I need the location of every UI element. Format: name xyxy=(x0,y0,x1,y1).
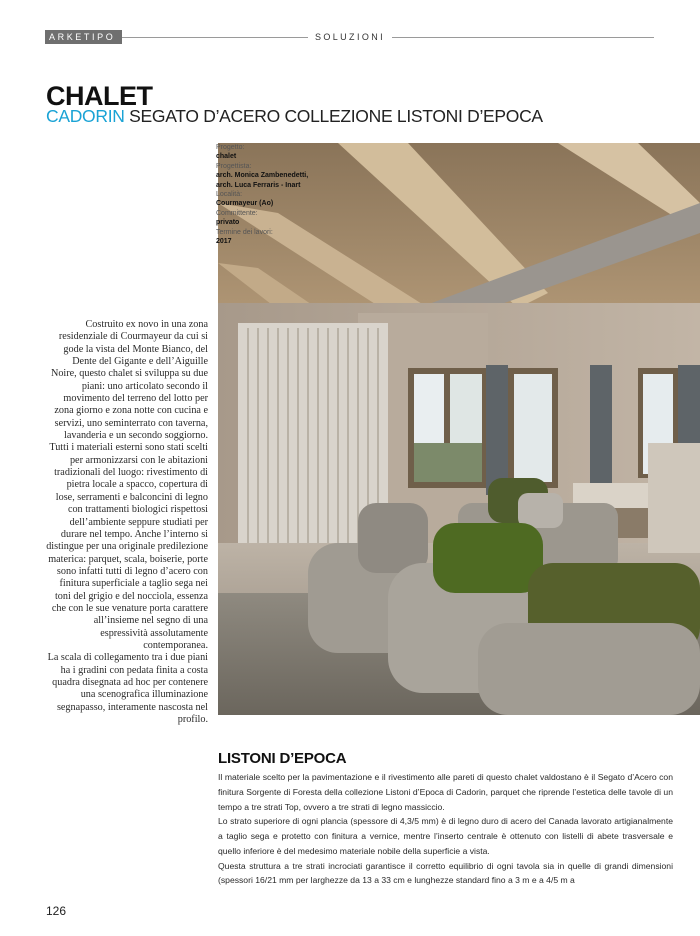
credit-value: 2017 xyxy=(216,238,232,246)
credit-label: Committente: xyxy=(216,209,258,217)
credit-value: privato xyxy=(216,219,240,227)
body-paragraph: Il materiale scelto per la pavimentazione e il rivestimento alle pareti di questo chalet valdostano è il Segato d’Acero con finitura Sorgente di Foresta della collezione Listoni d’Epoca di Cadorin, parquet che riprende l’estetica delle tavole di un tempo a tre strati Top, ovvero a tre strati di legno massiccio. xyxy=(218,772,673,812)
body-text xyxy=(218,770,673,888)
intro-column xyxy=(46,319,208,726)
magazine-tag: ARKETIPO xyxy=(45,30,122,44)
page-number: 126 xyxy=(46,904,67,918)
intro-paragraph: La scala di collegamento tra i due piani ha i gradini con pedata finita a costa quadra disegnata ad hoc per contenere una scenografica illuminazione segnapasso, interamente nascosta nel profilo. xyxy=(47,652,208,725)
body-paragraph: Lo strato superiore di ogni plancia (spessore di 4,3/5 mm) è di legno duro di acero del Canada lavorato artigianalmente a taglio sega e protetto con finitura a vernice, mentre l’inserto centrale è ottenuto con listelli di abete trasversale e quello inferiore è del medesimo materiale nobile della superficie a vista. xyxy=(218,816,673,856)
article-title: CHALET xyxy=(46,81,153,111)
subtitle-rest: SEGATO D’ACERO COLLEZIONE LISTONI D’EPOCA xyxy=(124,106,543,126)
project-credits xyxy=(216,143,326,246)
intro-paragraph: Tutti i materiali esterni sono stati scelti per armonizzarsi con le abitazioni tradizionali del luogo: rivestimento di pietra locale a spacco, copertura di lose, serramenti e balconcini di legno con trattamenti biologici rispettosi dell’ambiente seppure studiati per durare nel tempo. Anche l’interno si distingue per una originale predilezione materica: parquet, scala, boiserie, porte sono infatti tutti di legno d’acero con finitura superficiale a taglio sega nei toni del grigio e del nocciola, essenza che con le sue venature porta carattere all’insieme nel segno di una espressività assolutamente contemporanea. xyxy=(46,442,208,651)
credit-value: arch. Monica Zambenedetti, arch. Luca Ferraris - Inart xyxy=(216,172,309,189)
section-heading: LISTONI D’EPOCA xyxy=(218,750,347,767)
intro-paragraph: Costruito ex novo in una zona residenziale di Courmayeur da cui si gode la vista del Monte Bianco, del Dente del Gigante e dell’Aiguille Noire, questo chalet si sviluppa su due piani: uno articolato secondo il movimento del terreno del lotto per zona giorno e zona notte con cucina e servizi, uno seminterrato con taverna, lavanderia e un secondo soggiorno. xyxy=(50,319,208,442)
header-rule-right xyxy=(392,37,654,38)
credit-label: Località: xyxy=(216,191,243,199)
credit-value: Courmayeur (Ao) xyxy=(216,200,274,208)
body-paragraph: Questa struttura a tre strati incrociati garantisce il corretto equilibrio di ogni tavola sia in quelle di grandi dimensioni (spessori 16/21 mm per larghezze da 13 a 33 cm e lunghezze standard fino a 3 m e a 4/5 m a xyxy=(218,860,673,886)
section-label: SOLUZIONI xyxy=(314,32,386,42)
credit-label: Progettista: xyxy=(216,162,252,170)
article-subtitle xyxy=(46,106,543,126)
brand-name: CADORIN xyxy=(46,106,125,126)
header-rule-left xyxy=(122,37,308,38)
credit-label: Progetto: xyxy=(216,144,245,151)
credit-label: Termine dei lavori: xyxy=(216,228,273,236)
credit-value: chalet xyxy=(216,153,237,161)
